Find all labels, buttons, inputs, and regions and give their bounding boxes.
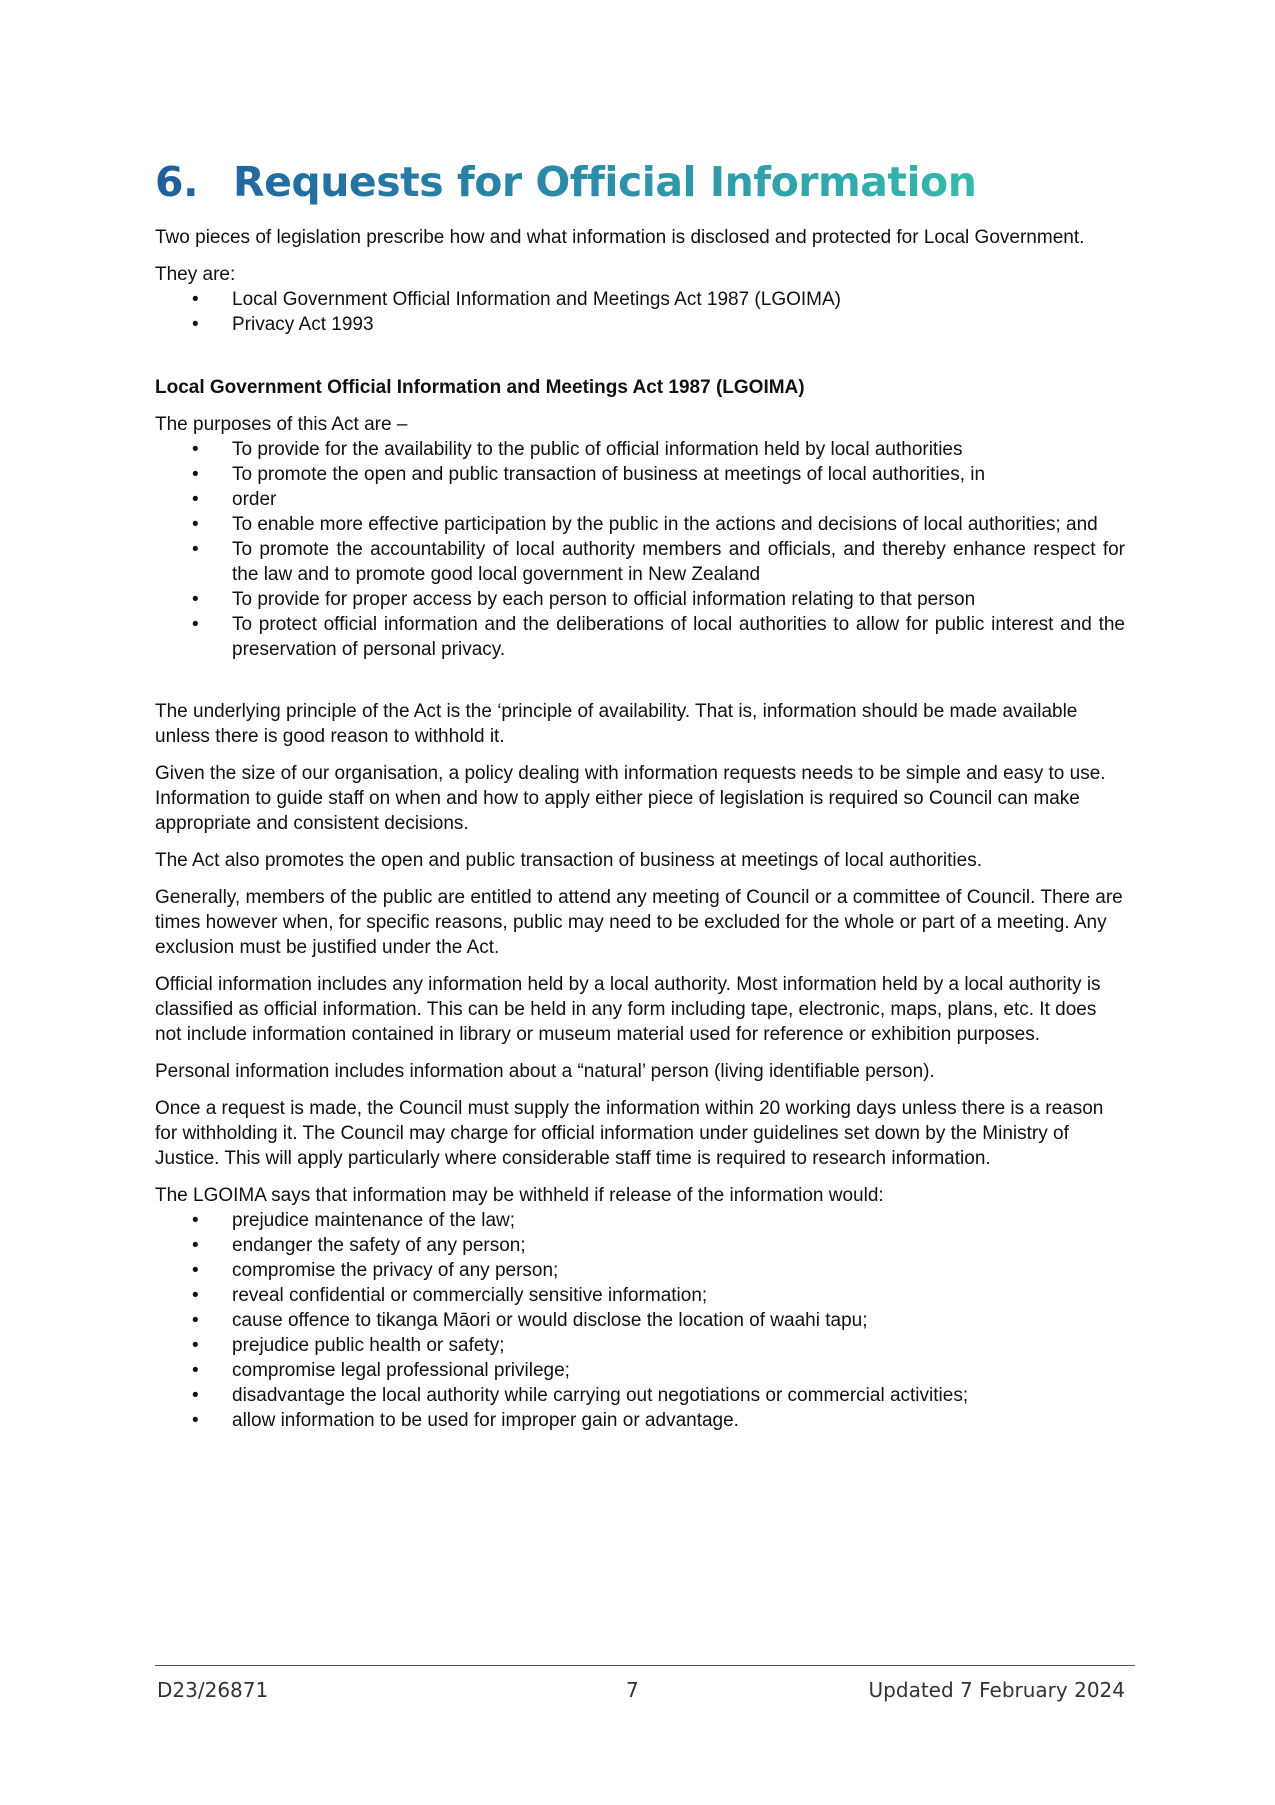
- meetings-paragraph: The Act also promotes the open and public transaction of business at meetings of local authorities.: [155, 850, 982, 871]
- principle-paragraph: The underlying principle of the Act is the ‘principle of availability. That is, information should be made available unless there is good reason to withhold it.: [155, 701, 1078, 747]
- legislation-list: [155, 287, 1125, 337]
- list-item: • disadvantage the local authority while carrying out negotiations or commercial activities;: [155, 1383, 1125, 1408]
- purposes-intro: The purposes of this Act are –: [155, 414, 408, 435]
- list-item: • To provide for the availability to the public of official information held by local authorities: [155, 437, 1125, 462]
- section-number: 6.: [155, 158, 199, 206]
- purposes-list: [155, 437, 1125, 662]
- footer-updated-date: Updated 7 February 2024: [868, 1678, 1125, 1702]
- document-body: [155, 225, 1125, 1433]
- section-heading: [155, 158, 976, 206]
- lgoima-subheading: Local Government Official Information and Meetings Act 1987 (LGOIMA): [155, 377, 805, 398]
- withheld-list: [155, 1208, 1125, 1433]
- section-title: Requests for Official Information: [233, 158, 977, 206]
- list-item: • reveal confidential or commercially sensitive information;: [155, 1283, 1125, 1308]
- attendance-paragraph: Generally, members of the public are entitled to attend any meeting of Council or a committee of Council. There are times however when, for specific reasons, public may need to be excluded for the whole or part of a meeting. Any exclusion must be justified under the Act.: [155, 887, 1123, 958]
- intro-paragraph: Two pieces of legislation prescribe how and what information is disclosed and protected for Local Government.: [155, 227, 1085, 248]
- list-item: • order: [155, 487, 1125, 512]
- footer-doc-id: D23/26871: [157, 1678, 269, 1702]
- list-item: • endanger the safety of any person;: [155, 1233, 1125, 1258]
- list-item: • cause offence to tikanga Māori or would disclose the location of waahi tapu;: [155, 1308, 1125, 1333]
- list-item: • To protect official information and the deliberations of local authorities to allow for public interest and the preservation of personal privacy.: [155, 612, 1125, 662]
- list-item: • compromise the privacy of any person;: [155, 1258, 1125, 1283]
- footer-page-number: 7: [626, 1678, 639, 1702]
- list-item: • Local Government Official Information and Meetings Act 1987 (LGOIMA): [155, 287, 1125, 312]
- footer-divider: [155, 1665, 1135, 1666]
- list-item: • allow information to be used for improper gain or advantage.: [155, 1408, 1125, 1433]
- list-item: • prejudice public health or safety;: [155, 1333, 1125, 1358]
- list-item: • prejudice maintenance of the law;: [155, 1208, 1125, 1233]
- list-item: • compromise legal professional privilege;: [155, 1358, 1125, 1383]
- withheld-intro: The LGOIMA says that information may be withheld if release of the information would:: [155, 1185, 884, 1206]
- they-are-label: They are:: [155, 264, 236, 285]
- policy-paragraph: Given the size of our organisation, a policy dealing with information requests needs to be simple and easy to use. Information to guide staff on when and how to apply either piece of legislation is required so Council can make appropriate and consistent decisions.: [155, 763, 1106, 834]
- official-info-paragraph: Official information includes any information held by a local authority. Most information held by a local authority is classified as official information. This can be held in any form including tape, electronic, maps, plans, etc. It does not include information contained in library or museum material used for reference or exhibition purposes.: [155, 974, 1101, 1045]
- personal-info-paragraph: Personal information includes information about a “natural’ person (living identifiable person).: [155, 1061, 935, 1082]
- list-item: • To provide for proper access by each person to official information relating to that person: [155, 587, 1125, 612]
- list-item: • To enable more effective participation by the public in the actions and decisions of local authorities; and: [155, 512, 1125, 537]
- list-item: • Privacy Act 1993: [155, 312, 1125, 337]
- list-item: • To promote the open and public transaction of business at meetings of local authorities, in: [155, 462, 1125, 487]
- request-paragraph: Once a request is made, the Council must supply the information within 20 working days unless there is a reason for withholding it. The Council may charge for official information under guidelines set down by the Ministry of Justice. This will apply particularly where considerable staff time is required to research information.: [155, 1098, 1104, 1169]
- list-item: • To promote the accountability of local authority members and officials, and thereby enhance respect for the law and to promote good local government in New Zealand: [155, 537, 1125, 587]
